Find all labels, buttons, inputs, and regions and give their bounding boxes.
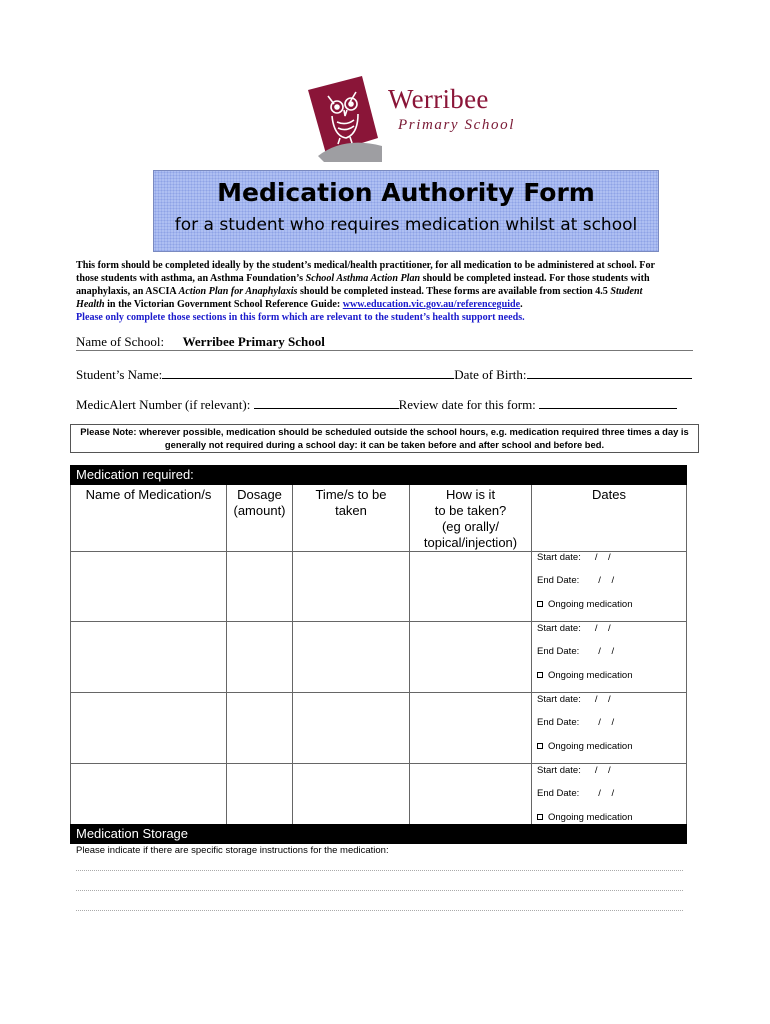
end-date-label: End Date:: [537, 788, 580, 799]
intro-italic-text: Student: [610, 286, 643, 297]
header-text: (amount): [233, 503, 286, 518]
header-text: Time/s to be: [315, 487, 387, 502]
end-date-slashes: / /: [598, 646, 615, 657]
logo-school-subtitle: Primary School: [398, 117, 515, 133]
ongoing-medication-option[interactable]: [537, 670, 633, 681]
end-date-label: End Date:: [537, 717, 580, 728]
student-name-row: [76, 367, 692, 383]
end-date-slashes: / /: [598, 575, 615, 586]
dob-input[interactable]: [527, 367, 692, 379]
ongoing-medication-option[interactable]: [537, 741, 633, 752]
start-date-label: Start date:: [537, 623, 581, 634]
header-text: Dosage: [237, 487, 282, 502]
medicalert-input[interactable]: [254, 397, 399, 409]
storage-input-line[interactable]: [76, 870, 683, 871]
medicalert-label: MedicAlert Number (if relevant):: [76, 397, 251, 412]
end-date-label: End Date:: [537, 646, 580, 657]
table-row-divider: [70, 763, 687, 764]
header-times: [293, 487, 409, 519]
storage-section-header: Medication Storage: [70, 824, 687, 844]
note-line: Please Note: wherever possible, medication should be scheduled outside the school hours, e.g. medication required three times a day is: [80, 426, 689, 437]
medicalert-row: [76, 397, 677, 413]
ongoing-checkbox[interactable]: [537, 814, 543, 820]
table-row-divider: [70, 621, 687, 622]
start-date-label: Start date:: [537, 552, 581, 563]
school-name-underline: [76, 350, 693, 351]
start-date-field[interactable]: [537, 765, 611, 776]
table-col-divider: [226, 485, 227, 824]
school-logo: [300, 72, 515, 166]
logo-school-name: Werribee: [388, 84, 489, 114]
student-name-input[interactable]: [162, 367, 454, 379]
header-text: taken: [335, 503, 367, 518]
header-medication-name: [71, 487, 226, 503]
header-dosage: [227, 487, 292, 519]
ongoing-medication-option[interactable]: [537, 599, 633, 610]
form-title: Medication Authority Form: [217, 178, 595, 207]
ongoing-label: Ongoing medication: [548, 670, 633, 681]
start-date-field[interactable]: [537, 552, 611, 563]
ongoing-label: Ongoing medication: [548, 741, 633, 752]
intro-instruction: Please only complete those sections in this form which are relevant to the student’s health support needs.: [76, 312, 525, 323]
header-text: topical/injection): [423, 535, 518, 550]
table-row-divider: [70, 692, 687, 693]
end-date-label: End Date:: [537, 575, 580, 586]
end-date-field[interactable]: [537, 717, 614, 728]
intro-text: This form should be completed ideally by the student’s medical/health practitioner, for all medication to be administered at school. For: [76, 260, 655, 271]
storage-instruction: Please indicate if there are specific storage instructions for the medication:: [76, 845, 389, 856]
medication-section-header: Medication required:: [70, 465, 687, 485]
intro-text: should be completed instead. For those students with: [420, 273, 650, 284]
form-subtitle: for a student who requires medication whilst at school: [174, 215, 638, 235]
intro-italic-text: Health: [76, 299, 105, 310]
school-name-field: [76, 334, 325, 350]
header-text: Name of Medication/s: [85, 487, 212, 502]
owl-logo-icon: [304, 76, 382, 162]
intro-text: those students with asthma, an Asthma Foundation’s: [76, 273, 306, 284]
header-text: (eg orally/: [441, 519, 500, 534]
school-name-value: Werribee Primary School: [182, 334, 325, 349]
start-date-label: Start date:: [537, 765, 581, 776]
review-date-input[interactable]: [539, 397, 677, 409]
dob-label: Date of Birth:: [454, 367, 527, 382]
start-date-field[interactable]: [537, 694, 611, 705]
school-name-label: Name of School:: [76, 334, 165, 349]
storage-input-line[interactable]: [76, 890, 683, 891]
intro-line: [76, 259, 688, 272]
student-name-label: Student’s Name:: [76, 367, 163, 382]
intro-text: .: [520, 299, 523, 310]
ongoing-label: Ongoing medication: [548, 812, 633, 823]
intro-italic-text: Action Plan for Anaphylaxis: [178, 286, 298, 297]
start-date-label: Start date:: [537, 694, 581, 705]
intro-text: anaphylaxis, an ASCIA: [76, 286, 179, 297]
table-col-divider: [531, 485, 532, 824]
storage-input-line[interactable]: [76, 910, 683, 911]
intro-line: [76, 272, 688, 285]
intro-line: [76, 298, 688, 311]
intro-italic-text: School Asthma Action Plan: [305, 273, 421, 284]
end-date-slashes: / /: [598, 788, 615, 799]
end-date-field[interactable]: [537, 575, 614, 586]
end-date-slashes: / /: [598, 717, 615, 728]
start-date-slashes: / /: [594, 765, 611, 776]
table-border: [686, 485, 687, 824]
ongoing-checkbox[interactable]: [537, 601, 543, 607]
ongoing-checkbox[interactable]: [537, 672, 543, 678]
header-text: How is it: [445, 487, 496, 502]
header-text: to be taken?: [434, 503, 507, 518]
intro-text: in the Victorian Government School Reference Guide:: [104, 299, 343, 310]
ongoing-label: Ongoing medication: [548, 599, 633, 610]
intro-paragraph: [76, 259, 688, 324]
ongoing-medication-option[interactable]: [537, 812, 633, 823]
intro-text: should be completed instead. These forms are available from section 4.5: [297, 286, 611, 297]
header-text: Dates: [592, 487, 626, 502]
start-date-slashes: / /: [594, 694, 611, 705]
form-title-box: [153, 170, 659, 252]
intro-line: [76, 285, 688, 298]
start-date-field[interactable]: [537, 623, 611, 634]
end-date-field[interactable]: [537, 646, 614, 657]
table-col-divider: [292, 485, 293, 824]
note-line: generally not required during a school day: it can be taken before and after school and before bed.: [164, 438, 605, 450]
review-date-label: Review date for this form:: [398, 397, 536, 412]
header-how-taken: [410, 487, 531, 551]
start-date-slashes: / /: [594, 623, 611, 634]
start-date-slashes: / /: [594, 552, 611, 563]
reference-guide-link[interactable]: www.education.vic.gov.au/referenceguide: [342, 299, 521, 310]
header-dates: [532, 487, 686, 503]
scheduling-note: [70, 424, 699, 453]
ongoing-checkbox[interactable]: [537, 743, 543, 749]
end-date-field[interactable]: [537, 788, 614, 799]
table-border: [70, 485, 71, 824]
